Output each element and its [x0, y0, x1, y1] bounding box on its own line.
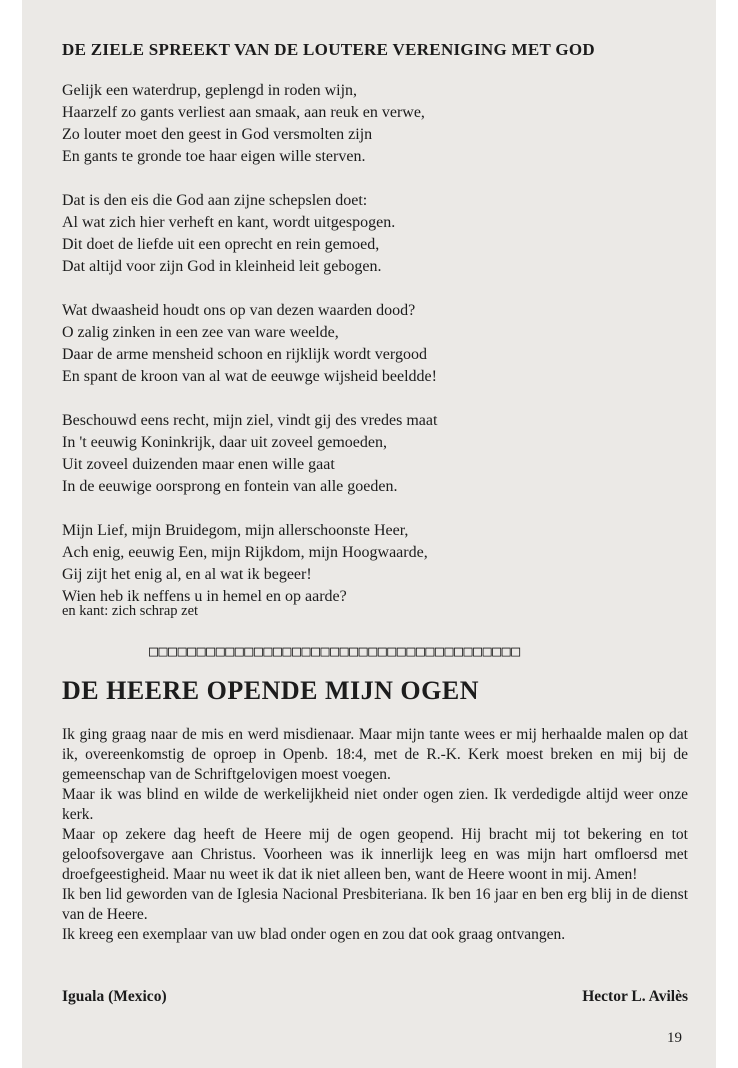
poem-line: En gants te gronde toe haar eigen wille sterven. [62, 148, 366, 165]
poem-line: Wat dwaasheid houdt ons op van dezen waarden dood? [62, 302, 416, 319]
story-paragraph: Maar ik was blind en wilde de werkelijkheid niet onder ogen zien. Ik verdedigde altijd weer onze kerk. [62, 786, 688, 823]
story-paragraph: Ik ben lid geworden van de Iglesia Nacional Presbiteriana. Ik ben 16 jaar en ben erg blij in de dienst van de Heere. [62, 886, 688, 923]
poem-stanza [62, 80, 662, 168]
poem-line: Daar de arme mensheid schoon en rijklijk wordt vergood [62, 346, 427, 363]
poem-line: Uit zoveel duizenden maar enen wille gaat [62, 456, 335, 473]
poem-line: O zalig zinken in een zee van ware weelde, [62, 324, 339, 341]
section-divider: □□□□□□□□□□□□□□□□□□□□□□□□□□□□□□□□□□□□□□□ [149, 642, 521, 660]
poem-line: Mijn Lief, mijn Bruidegom, mijn allerschoonste Heer, [62, 522, 409, 539]
page [22, 0, 716, 1068]
poem-line: Ach enig, eeuwig Een, mijn Rijkdom, mijn Hoogwaarde, [62, 544, 428, 561]
poem-stanza [62, 410, 662, 498]
story-paragraph: Ik ging graag naar de mis en werd misdienaar. Maar mijn tante wees er mij herhaalde malen op dat ik, overeenkomstig de oproep in Openb. 18:4, met de R.-K. Kerk moest breken en mij bij de gemeenschap van de Schriftgelovigen moest voegen. [62, 726, 688, 783]
poem-stanza [62, 520, 662, 608]
story-title: DE HEERE OPENDE MIJN OGEN [62, 676, 479, 705]
story-paragraph: Ik kreeg een exemplaar van uw blad onder ogen en zou dat ook graag ontvangen. [62, 926, 566, 943]
poem-line: Haarzelf zo gants verliest aan smaak, aan reuk en verwe, [62, 104, 425, 121]
poem-line: Gij zijt het enig al, en al wat ik begeer! [62, 566, 312, 583]
poem-line: Dat altijd voor zijn God in kleinheid leit gebogen. [62, 258, 382, 275]
poem-line: Zo louter moet den geest in God versmolten zijn [62, 126, 373, 143]
poem-line: Dit doet de liefde uit een oprecht en rein gemoed, [62, 236, 380, 253]
poem-title: DE ZIELE SPREEKT VAN DE LOUTERE VERENIGING MET GOD [62, 40, 596, 59]
signature-place: Iguala (Mexico) [62, 988, 167, 1005]
poem-line: Al wat zich hier verheft en kant, wordt uitgespogen. [62, 214, 396, 231]
poem-line: In de eeuwige oorsprong en fontein van alle goeden. [62, 478, 398, 495]
poem-stanza [62, 300, 662, 388]
poem-line: Beschouwd eens recht, mijn ziel, vindt gij des vredes maat [62, 412, 438, 429]
poem-line: Wien heb ik neffens u in hemel en op aarde? [62, 588, 347, 605]
poem-line: En spant de kroon van al wat de eeuwge wijsheid beeldde! [62, 368, 437, 385]
poem-line: Gelijk een waterdrup, geplengd in roden wijn, [62, 82, 358, 99]
signature-author: Hector L. Avilès [582, 988, 688, 1005]
poem-stanza [62, 190, 662, 278]
story-paragraph: Maar op zekere dag heeft de Heere mij de ogen geopend. Hij bracht mij tot bekering en tot geloofsovergave aan Christus. Voorheen was ik innerlijk leeg en was mijn hart omfloersd met droefgeestigheid. Maar nu weet ik dat ik niet alleen ben, want de Heere woont in mij. Amen! [62, 826, 688, 883]
poem-line: Dat is den eis die God aan zijne schepslen doet: [62, 192, 368, 209]
poem-line: In 't eeuwig Koninkrijk, daar uit zoveel gemoeden, [62, 434, 387, 451]
story-body [62, 725, 688, 945]
story-signature [62, 988, 688, 1006]
poem-footnote: en kant: zich schrap zet [62, 603, 199, 619]
page-number: 19 [667, 1030, 682, 1046]
poem [62, 80, 662, 630]
